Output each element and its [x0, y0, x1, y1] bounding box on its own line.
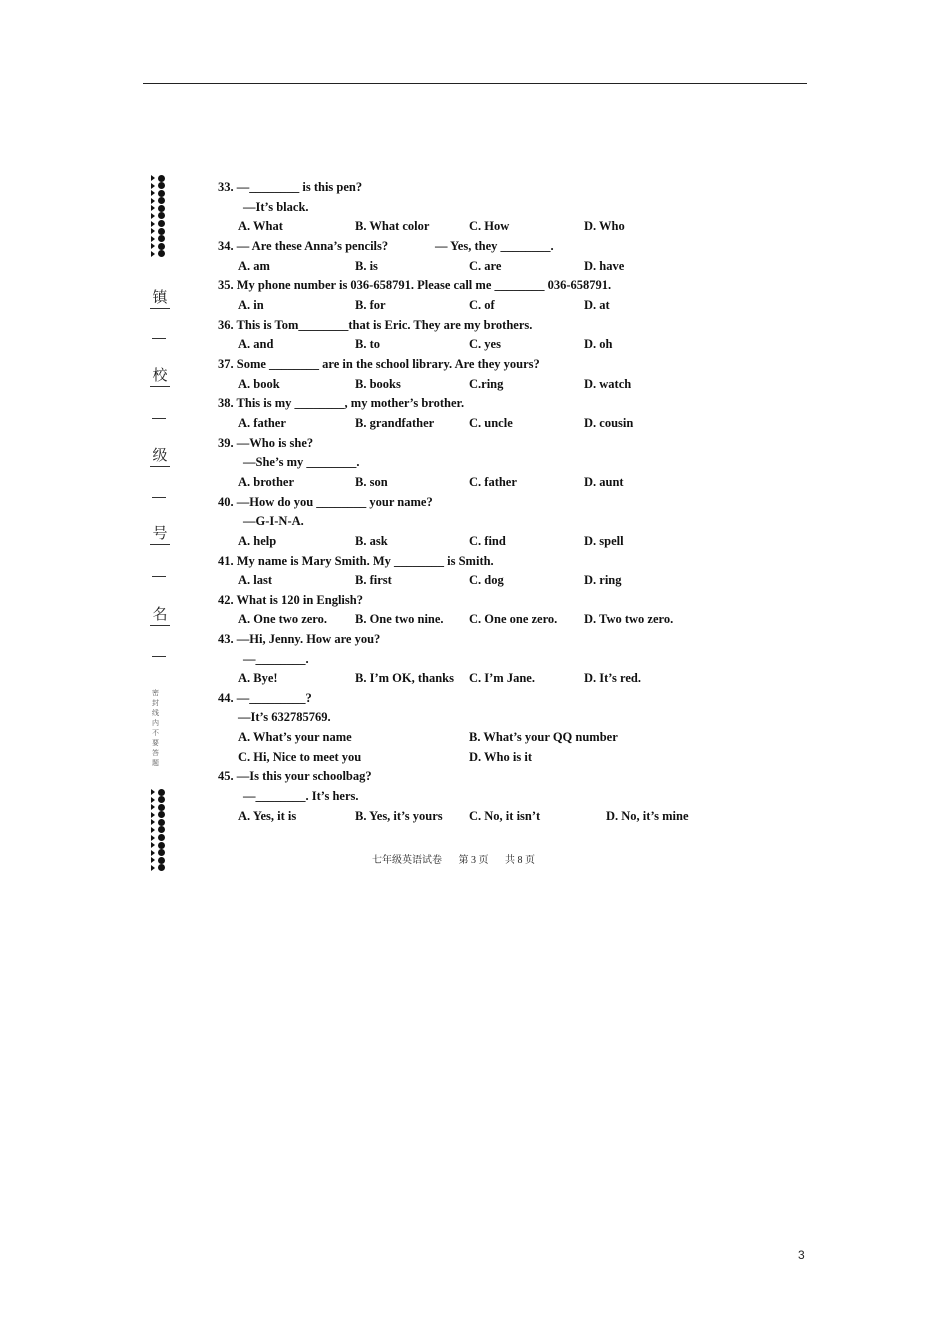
page-of: 第 3 页	[458, 855, 489, 866]
question-stem: 43. —Hi, Jenny. How are you?	[218, 632, 381, 646]
option-c: C. uncle	[469, 416, 513, 430]
margin-label-class: 级	[150, 448, 170, 467]
option-c: C. Hi, Nice to meet you	[238, 750, 362, 764]
option-d: D. ring	[584, 573, 622, 587]
margin-note: 密封线内不要答题	[152, 689, 159, 767]
option-c: C. of	[469, 298, 495, 312]
option-c: C. I’m Jane.	[469, 671, 535, 685]
question-stem: 35. My phone number is 036-658791. Please call me ________ 036-658791.	[218, 278, 612, 292]
option-a: A. am	[238, 259, 270, 273]
page-total: 共 8 页	[505, 855, 535, 866]
question-stem: 40. —How do you ________ your name?	[218, 495, 433, 509]
question-stem: 38. This is my ________, my mother’s brother.	[218, 396, 465, 410]
question-stem-reply: — Yes, they ________.	[435, 239, 554, 253]
option-c: C. dog	[469, 573, 504, 587]
option-a: A. father	[238, 416, 286, 430]
response-line: —G-I-N-A.	[243, 514, 304, 528]
option-a: A. in	[238, 298, 264, 312]
option-c: C. find	[469, 534, 506, 548]
question-stem: 44. —_________?	[218, 691, 312, 705]
page-number: 3	[798, 1248, 805, 1262]
option-b: B. One two nine.	[355, 612, 444, 626]
option-d: D. Who is it	[469, 750, 532, 764]
option-c: C. One one zero.	[469, 612, 558, 626]
question-stem: 37. Some ________ are in the school library. Are they yours?	[218, 357, 540, 371]
exam-footer	[372, 853, 549, 869]
option-c: C. yes	[469, 337, 501, 351]
margin-dash	[152, 338, 166, 339]
option-a: A. What’s your name	[238, 730, 352, 744]
option-b: B. Yes, it’s yours	[355, 809, 443, 823]
option-c: C.ring	[469, 377, 504, 391]
option-b: B. grandfather	[355, 416, 435, 430]
question-stem: 39. —Who is she?	[218, 436, 314, 450]
option-a: A. last	[238, 573, 273, 587]
option-c: C. are	[469, 259, 502, 273]
question-stem: 42. What is 120 in English?	[218, 593, 363, 607]
margin-dash	[152, 656, 166, 657]
option-d: D. It’s red.	[584, 671, 641, 685]
option-a: A. book	[238, 377, 280, 391]
margin-label-school: 校	[150, 368, 170, 387]
response-line: —It’s 632785769.	[238, 710, 331, 724]
option-d: D. oh	[584, 337, 613, 351]
response-line: —________.	[243, 652, 309, 666]
option-c: C. No, it isn’t	[469, 809, 541, 823]
option-b: B. What’s your QQ number	[469, 730, 618, 744]
question-stem: 33. —________ is this pen?	[218, 180, 363, 194]
option-b: B. to	[355, 337, 380, 351]
response-line: —________. It’s hers.	[243, 789, 359, 803]
option-d: D. Two two zero.	[584, 612, 674, 626]
binding-dots-top	[149, 174, 169, 258]
option-d: D. No, it’s mine	[606, 809, 689, 823]
option-d: D. at	[584, 298, 610, 312]
option-d: D. have	[584, 259, 625, 273]
margin-dash	[152, 418, 166, 419]
question-stem: 41. My name is Mary Smith. My ________ is Smith.	[218, 554, 494, 568]
margin-label-number: 号	[150, 526, 170, 545]
option-a: A. Yes, it is	[238, 809, 297, 823]
margin-label-town: 镇	[150, 290, 170, 309]
margin-label-name: 名	[150, 607, 170, 626]
option-a: A. help	[238, 534, 277, 548]
question-stem: 36. This is Tom________that is Eric. They are my brothers.	[218, 318, 533, 332]
option-b: B. books	[355, 377, 401, 391]
response-line: —She’s my ________.	[243, 455, 360, 469]
exam-title: 七年级英语试卷	[372, 855, 442, 866]
option-b: B. ask	[355, 534, 388, 548]
option-d: D. Who	[584, 219, 625, 233]
margin-dash	[152, 576, 166, 577]
option-b: B. I’m OK, thanks	[355, 671, 454, 685]
option-d: D. cousin	[584, 416, 634, 430]
option-a: A. One two zero.	[238, 612, 327, 626]
option-c: C. How	[469, 219, 510, 233]
option-a: A. and	[238, 337, 274, 351]
option-b: B. for	[355, 298, 386, 312]
option-b: B. son	[355, 475, 388, 489]
option-b: B. What color	[355, 219, 430, 233]
option-d: D. spell	[584, 534, 624, 548]
option-d: D. aunt	[584, 475, 624, 489]
margin-dash	[152, 497, 166, 498]
option-a: A. What	[238, 219, 283, 233]
response-line: —It’s black.	[243, 200, 309, 214]
header-rule	[143, 83, 807, 84]
option-b: B. is	[355, 259, 378, 273]
binding-dots-bottom	[149, 788, 169, 872]
option-a: A. Bye!	[238, 671, 278, 685]
question-stem: 34. — Are these Anna’s pencils?	[218, 239, 389, 253]
option-a: A. brother	[238, 475, 295, 489]
question-stem: 45. —Is this your schoolbag?	[218, 769, 372, 783]
option-b: B. first	[355, 573, 392, 587]
option-d: D. watch	[584, 377, 632, 391]
option-c: C. father	[469, 475, 517, 489]
